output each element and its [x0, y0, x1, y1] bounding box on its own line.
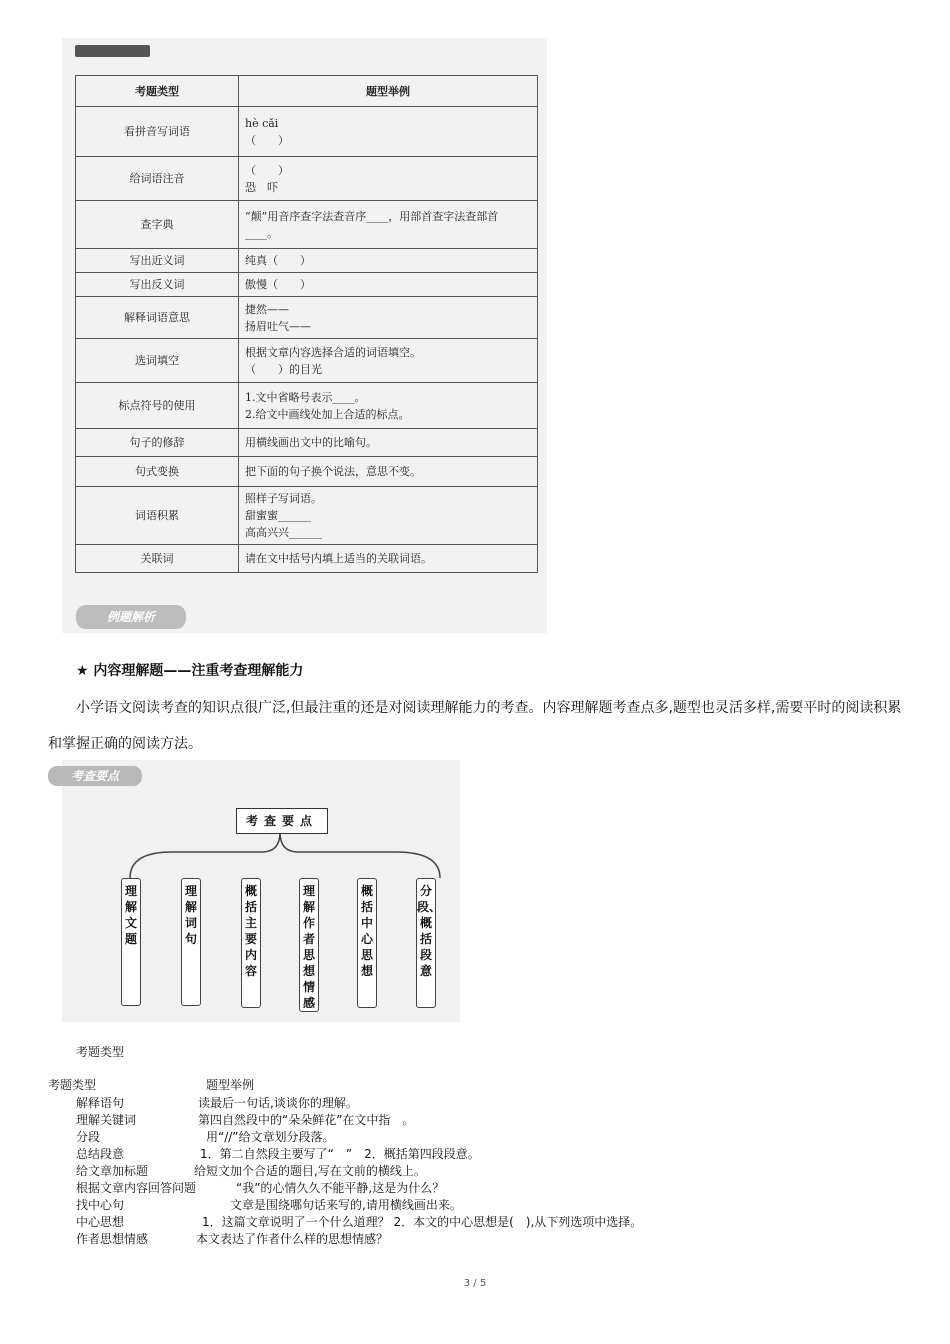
list-item-example: 给短文加个合适的题目,写在文前的横线上。: [194, 1164, 426, 1178]
table-cell-example: 傲慢（ ）: [239, 273, 538, 297]
list-item-example: 文章是围绕哪句话来写的,请用横线画出来。: [230, 1198, 462, 1212]
list-header-example: 题型举例: [206, 1078, 255, 1092]
table-cell-example: 请在文中括号内填上适当的关联词语。: [239, 545, 538, 573]
table-row: [76, 201, 538, 249]
table-cell-type: 关联词: [76, 545, 239, 573]
table-cell-type: 选词填空: [76, 339, 239, 383]
table-row: [76, 273, 538, 297]
table-row: [76, 107, 538, 157]
table-cell-type: 句式变换: [76, 457, 239, 487]
table-cell-example: hè cǎi （ ）: [239, 107, 538, 157]
list-item-type: 中心思想: [76, 1215, 125, 1229]
question-type-table: [75, 75, 538, 573]
table-cell-example: 照样子写词语。 甜蜜蜜______ 高高兴兴______: [239, 487, 538, 545]
diagram-title-box: 考查要点: [236, 808, 328, 834]
key-points-logo: 考查要点: [48, 766, 142, 786]
table-row: [76, 545, 538, 573]
list-item-type: 根据文章内容回答问题: [76, 1181, 197, 1195]
list-item-type: 理解关键词: [76, 1113, 137, 1127]
table-cell-example: 纯真（ ）: [239, 249, 538, 273]
table-cell-type: 句子的修辞: [76, 429, 239, 457]
table-cell-type: 解释词语意思: [76, 297, 239, 339]
table-cell-example: 捷然—— 扬眉吐气——: [239, 297, 538, 339]
table-cell-example: 1.文中省略号表示____。 2.给文中画线处加上合适的标点。: [239, 383, 538, 429]
page-number: 3 / 5: [463, 1278, 487, 1289]
table-header-type: 考题类型: [76, 76, 239, 107]
diagram-item: 理解词句: [181, 878, 201, 1006]
table-cell-type: 标点符号的使用: [76, 383, 239, 429]
list-item-type: 作者思想情感: [76, 1232, 149, 1246]
diagram-item: 概括主要内容: [241, 878, 261, 1008]
example-analysis-logo: 例题解析: [76, 605, 186, 629]
list-item-example: 第四自然段中的“朵朵鲜花”在文中指 。: [198, 1113, 415, 1127]
table-header-row: [76, 76, 538, 107]
table-cell-example: （ ） 恐 吓: [239, 157, 538, 201]
table-row: [76, 383, 538, 429]
table-row: [76, 429, 538, 457]
table-cell-example: “颠”用音序查字法查音序____，用部首查字法查部首____。: [239, 201, 538, 249]
table-row: [76, 249, 538, 273]
label-question-type: 考题类型: [76, 1045, 125, 1059]
diagram-item: 理解作者思想情感: [299, 878, 319, 1012]
list-item-example: 本文表达了作者什么样的思想情感？: [196, 1232, 389, 1246]
table-row: [76, 457, 538, 487]
table-row: [76, 487, 538, 545]
table-cell-type: 写出近义词: [76, 249, 239, 273]
diagram-item: 理解文题: [121, 878, 141, 1006]
table-cell-type: 查字典: [76, 201, 239, 249]
list-item-type: 给文章加标题: [76, 1164, 149, 1178]
table-row: [76, 339, 538, 383]
intro-paragraph: 小学语文阅读考查的知识点很广泛,但最注重的还是对阅读理解能力的考查。内容理解题考查点多,题型也灵活多样,需要平时的阅读积累和掌握正确的阅读方法。: [48, 700, 902, 752]
table-row: [76, 157, 538, 201]
diagram-item: 概括中心思想: [357, 878, 377, 1008]
table-cell-example: 根据文章内容选择合适的词语填空。 （ ）的目光: [239, 339, 538, 383]
list-item-type: 找中心句: [76, 1198, 125, 1212]
list-item-example: 用“//”给文章划分段落。: [206, 1130, 335, 1144]
section-heading: ★ 内容理解题——注重考查理解能力: [76, 663, 304, 679]
list-item-type: 解释语句: [76, 1096, 125, 1110]
table-cell-type: 看拼音写词语: [76, 107, 239, 157]
list-item-type: 总结段意: [76, 1147, 125, 1161]
table-row: [76, 297, 538, 339]
list-item-example: 1．这篇文章说明了一个什么道理？ 2．本文的中心思想是( ),从下列选项中选择。: [202, 1215, 643, 1229]
list-header-type: 考题类型: [48, 1078, 97, 1092]
table-cell-example: 用横线画出文中的比喻句。: [239, 429, 538, 457]
table-cell-example: 把下面的句子换个说法，意思不变。: [239, 457, 538, 487]
table-cell-type: 给词语注音: [76, 157, 239, 201]
table-cell-type: 词语积累: [76, 487, 239, 545]
list-item-example: “我”的心情久久不能平静,这是为什么？: [236, 1181, 445, 1195]
list-item-example: 1．第二自然段主要写了“ ” 2．概括第四段段意。: [200, 1147, 480, 1161]
table-cell-type: 写出反义词: [76, 273, 239, 297]
table-header-example: 题型举例: [239, 76, 538, 107]
list-item-type: 分段: [76, 1130, 101, 1144]
scan-header-bar: [75, 45, 150, 57]
diagram-item: 分段、概括段意: [416, 878, 436, 1008]
list-item-example: 读最后一句话,谈谈你的理解。: [198, 1096, 358, 1110]
